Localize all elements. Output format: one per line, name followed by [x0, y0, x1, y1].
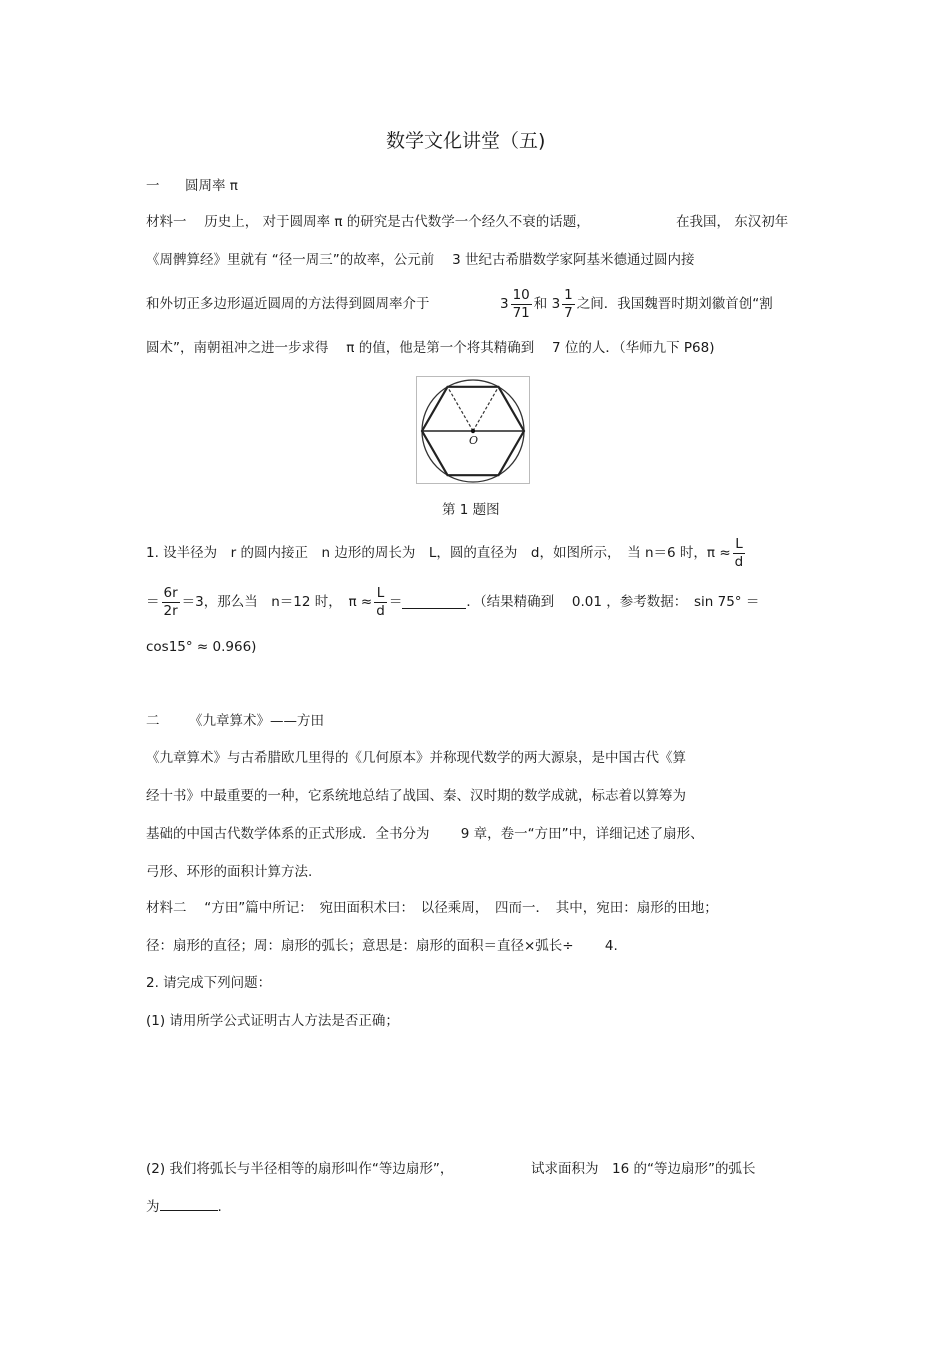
question1-line3: cos15° ≈ 0.966) [146, 639, 257, 655]
answer-blank-1[interactable] [402, 595, 466, 609]
section2-number: 二 [146, 713, 160, 729]
section2-paragraph-line1: 《九章算术》与古希腊欧几里得的《几何原本》并称现代数学的两大源泉，是中国古代《算 [146, 750, 686, 766]
material1-line3-math [500, 284, 773, 324]
question2-part2a: (2) 我们将弧长与半径相等的扇形叫作“等边扇形”， [146, 1161, 454, 1177]
question2-part2-answer-line: 为 . [146, 1199, 222, 1215]
section2-heading: 《九章算术》——方田 [189, 713, 324, 729]
section2-paragraph-line4: 弓形、环形的面积计算方法. [146, 864, 313, 880]
question1-line2: ＝ $\frac{6r}{2r}$ ＝3，那么当 n＝12 时， π ≈ $\frac{L}{d}$ ＝ ．（结果精确到 0.01 ，参考数据： sin 75° ＝ [146, 584, 760, 619]
page-title: 数学文化讲堂（五) [386, 130, 546, 152]
section1-heading: 圆周率 π [185, 178, 238, 194]
frac2: $\frac{1}{7}$ [564, 286, 573, 321]
inscribed-hexagon-figure [416, 376, 530, 484]
material1-line2: 《周髀算经》里就有 “径一周三”的故率，公元前 3 世纪古希腊数学家阿基米德通过圆内接 [146, 252, 695, 268]
frac1: $\frac{10}{71}$ [512, 286, 530, 321]
section2-paragraph-line2: 经十书》中最重要的一种，它系统地总结了战国、秦、汉时期的数学成就，标志着以算筹为 [146, 788, 686, 804]
question2-intro: 2. 请完成下列问题： [146, 975, 272, 991]
center-label: O [469, 434, 479, 447]
material1-line1b: 在我国， 东汉初年 [676, 214, 789, 230]
answer-blank-2[interactable] [160, 1197, 218, 1211]
material2-line2: 径：扇形的直径；周：扇形的弧长；意思是：扇形的面积＝直径×弧长÷ 4. [146, 938, 618, 954]
q1-frac-L-d: $\frac{L}{d}$ [734, 535, 744, 570]
section2-paragraph-line3: 基础的中国古代数学体系的正式形成．全书分为 9 章，卷一“方田”中，详细记述了扇形、 [146, 826, 704, 842]
q1-frac-6r-2r: $\frac{6r}{2r}$ [163, 584, 178, 619]
center-point [471, 429, 475, 433]
question2-part2b: 试求面积为 16 的“等边扇形”的弧长 [531, 1161, 756, 1177]
section1-number: 一 [146, 178, 160, 194]
material2-line1: 材料二 “方田”篇中所记： 宛田面积术曰： 以径乘周， 四而一． 其中，宛田：扇形的田地； [146, 900, 718, 916]
radius-dashed-left [448, 387, 474, 431]
q1-frac-L-d-2: $\frac{L}{d}$ [376, 584, 385, 619]
question2-part1: (1) 请用所学公式证明古人方法是否正确； [146, 1013, 399, 1029]
material1-line1a: 材料一 历史上， 对于圆周率 π 的研究是古代数学一个经久不衰的话题， [146, 214, 590, 230]
question1-line1: 1. 设半径为 r 的圆内接正 n 边形的周长为 L，圆的直径为 d，如图所示， 当 n＝6 时，π ≈ $\frac{L}{d}$ [146, 535, 744, 570]
frac1-whole: 3 [500, 296, 509, 312]
radius-dashed-right [473, 387, 499, 431]
and-word: 和 [533, 296, 548, 312]
material1-line3b: 之间．我国魏晋时期刘徽首创“割 [576, 296, 773, 312]
material1-line3a: 和外切正多边形逼近圆周的方法得到圆周率介于 [146, 296, 430, 312]
frac2-whole: 3 [551, 296, 561, 312]
figure-caption: 第 1 题图 [442, 502, 500, 518]
material1-line4: 圆术”，南朝祖冲之进一步求得 π 的值，他是第一个将其精确到 7 位的人．（华师九下 P68) [146, 340, 715, 356]
